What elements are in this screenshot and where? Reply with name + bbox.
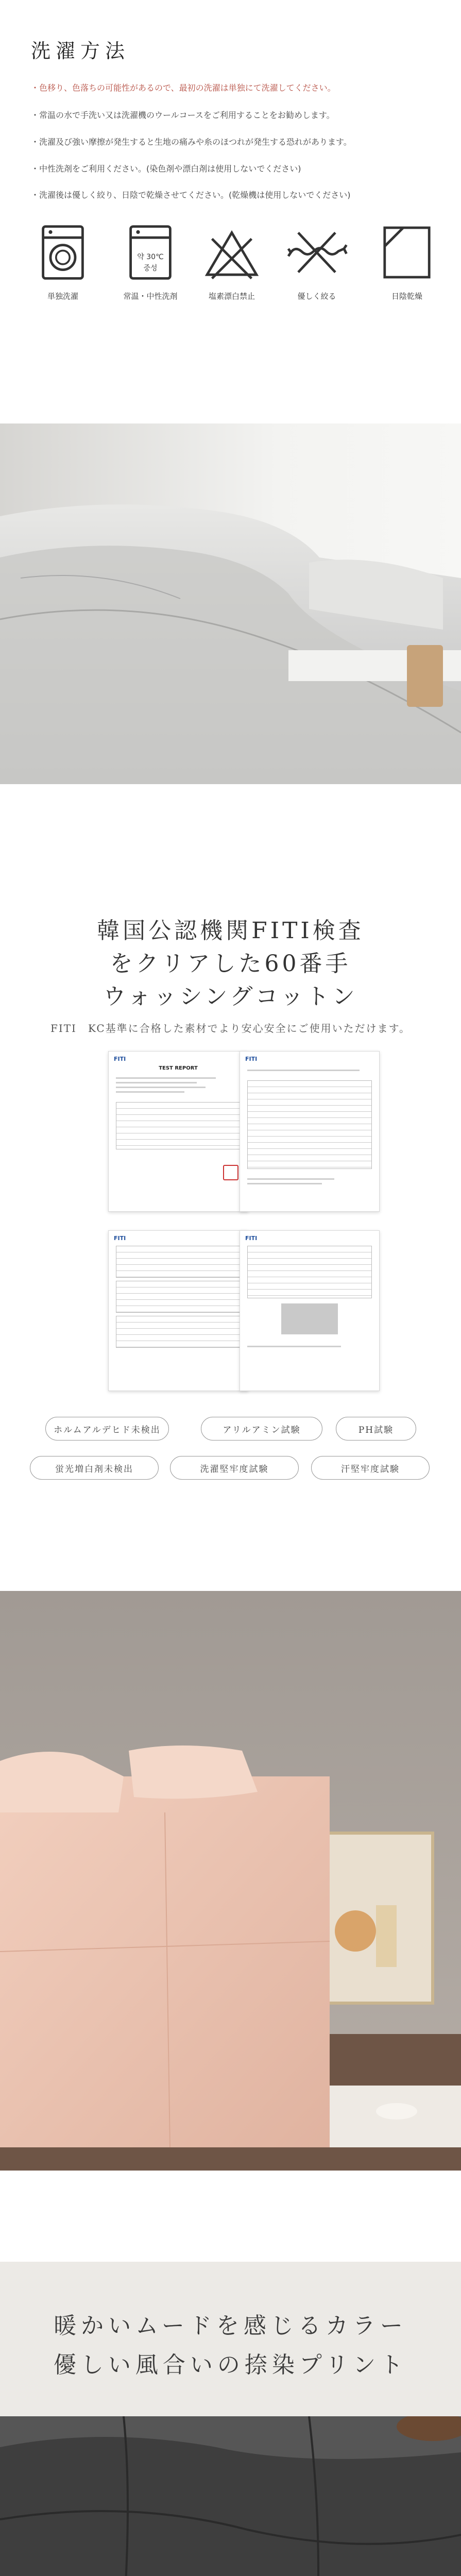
badge-sweat-fastness: 汗堅牢度試験 [311, 1456, 430, 1480]
fiti-logo: FITI [114, 1235, 126, 1242]
washing-note-5: ・洗濯後は優しく絞り、日陰で乾燥させてください。(乾燥機は使用しないでください) [31, 190, 351, 200]
fiti-logo: FITI [114, 1056, 126, 1062]
mood-line-2: 優しい風合いの捺染プリント [53, 2352, 408, 2378]
no-bleach-icon [201, 222, 263, 283]
shade-dry-label: 日陰乾燥 [391, 292, 422, 301]
test-report-page-1 [108, 1051, 248, 1212]
fiti-logo: FITI [245, 1056, 258, 1062]
fiti-headline-2: をクリアした60番手 [110, 951, 351, 977]
report-title: TEST REPORT [159, 1065, 198, 1071]
no-bleach-label: 塩素漂白禁止 [208, 292, 255, 301]
test-report-page-3 [108, 1230, 248, 1391]
shade-dry-icon [376, 222, 438, 283]
badge-ph: PH試験 [336, 1417, 416, 1440]
fiti-headline-3: ウォッシングコットン [103, 984, 358, 1010]
badge-wash-fastness: 洗濯堅牢度試験 [170, 1456, 299, 1480]
wash-neutral-badge: 중성 [143, 264, 158, 273]
wash-temp-badge: 약 30℃ [137, 253, 164, 261]
test-report-page-2 [240, 1051, 380, 1212]
washing-note-4: ・中性洗剤をご利用ください。(染色剤や漂白剤は使用しないでください) [31, 164, 301, 174]
washing-title: 洗濯方法 [31, 40, 130, 62]
pink-bedding-photo [0, 1591, 461, 2171]
washing-note-3: ・洗濯及び強い摩擦が発生すると生地の痛みや糸のほつれが発生する恐れがあります。 [31, 137, 352, 147]
neutral-wash-label: 常温・中性洗剤 [123, 292, 178, 301]
badge-formaldehyde: ホルムアルデヒド未検出 [45, 1417, 169, 1440]
gentle-wring-icon [286, 222, 348, 283]
white-bedding-photo [0, 423, 461, 784]
mood-line-1: 暖かいムードを感じるカラー [54, 2313, 407, 2339]
gentle-wring-label: 優しく絞る [297, 292, 336, 301]
fiti-description: FITI KC基準に合格した素材でより安心安全にご使用いただけます。 [50, 1022, 411, 1035]
badge-fluorescent: 蛍光増白剤未検出 [30, 1456, 159, 1480]
washing-note-2: ・常温の水で手洗い又は洗濯機のウールコースをご利用することをお勧めします。 [31, 110, 335, 120]
single-wash-icon [32, 222, 94, 283]
report-stamp [223, 1165, 238, 1180]
fiti-headline-1: 韓国公認機関FITI検査 [97, 918, 364, 944]
charcoal-bedding-photo [0, 2416, 461, 2576]
badge-arylamine: アリルアミン試験 [201, 1417, 322, 1440]
fiti-logo: FITI [245, 1235, 258, 1242]
washing-note-1: ・色移り、色落ちの可能性があるので、最初の洗濯は単独にて洗濯してください。 [31, 83, 336, 93]
single-wash-label: 単独洗濯 [47, 292, 78, 301]
report-chart-image [281, 1303, 338, 1334]
test-report-page-4 [240, 1230, 380, 1391]
